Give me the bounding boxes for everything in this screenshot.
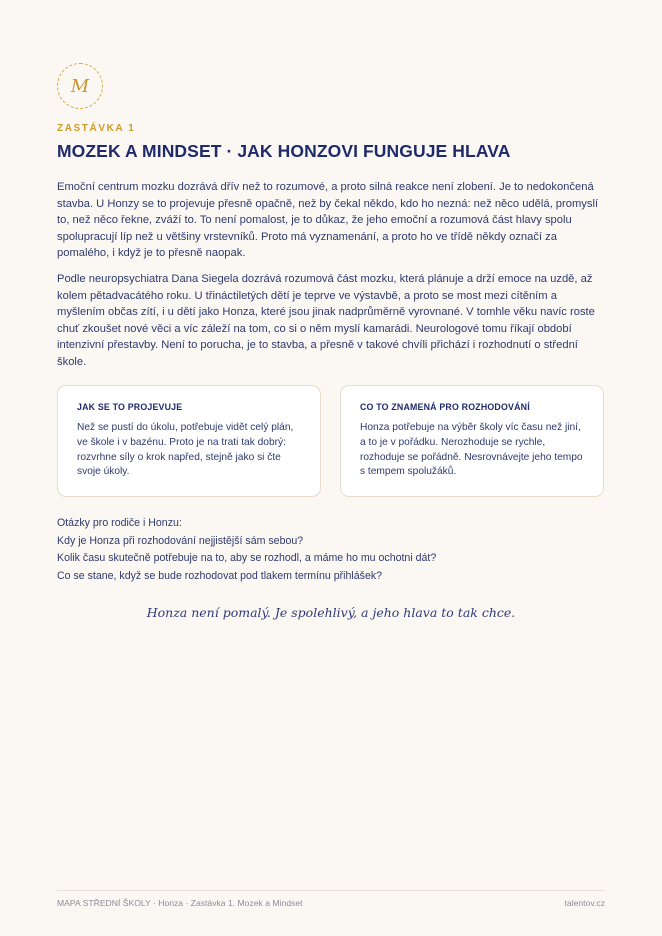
card-text: Než se pustí do úkolu, potřebuje vidět celý plán, ve škole i v bazénu. Proto je na trati tak dobrý: rozvrhne síly o krok napřed, stejně jako si čte svoje úkoly. [77,422,294,478]
card-decision-meaning [340,385,604,497]
card-text: Honza potřebuje na výběr školy víc času než jiní, a to je v pořádku. Nerozhoduje se rychle, rozhoduje se pořádně. Nesrovnávejte jeho tempo s tempem spolužáků. [360,422,583,478]
card-how-it-shows [57,385,321,497]
footer-breadcrumb: MAPA STŘEDNÍ ŠKOLY · Honza · Zastávka 1. Mozek a Mindset [57,898,303,908]
questions-intro: Otázky pro rodiče i Honzu: [57,517,182,529]
page-title: MOZEK A MINDSET · JAK HONZOVI FUNGUJE HLAVA [57,141,511,161]
card-heading: CO TO ZNAMENÁ PRO ROZHODOVÁNÍ [360,402,530,412]
footer-site-link[interactable]: talentov.cz [564,898,605,908]
stop-eyebrow: ZASTÁVKA 1 [57,123,136,134]
question-item: Co se stane, když se bude rozhodovat pod tlakem termínu přihlášek? [57,569,383,582]
siegel-paragraph: Podle neuropsychiatra Dana Siegela dozrává rozumová část mozku, která plánuje a drží emoce na uzdě, až kolem pětadvacátého roku. U třináctiletých dětí je teprve ve výstavbě, a proto se most mezi cítěním a myšlením občas zítí, i u dětí jako Honza, které jsou jinak nadprůměrně vyrovnané. V tomhle věku navíc roste chuť zkoušet nové věci a víc záleží na tom, co si o něm myslí kamarádi. Neurologové tomu říkají období intenzivní přestavby. Není to porucha, je to stavba, a přesně v takové chvíli přichází i rozhodnutí o střední škole. [57,273,595,368]
question-item: Kolik času skutečně potřebuje na to, aby se rozhodl, a máme ho mu ochotni dát? [57,552,437,564]
closing-quote: Honza není pomalý. Je spolehlivý, a jeho hlava to tak chce. [146,605,516,620]
footer-divider [57,890,605,891]
questions-block [57,515,607,585]
question-item: Kdy je Honza při rozhodování nejjistější sám sebou? [57,534,304,547]
intro-paragraph: Emoční centrum mozku dozrává dřív než to rozumové, a proto silná reakce není zlobení. Je to nedokončená stavba. U Honzy se to projevuje přesně opačně, než by čekal někdo, kdo ho nezná: než něco udělá, promyslí to, než něco řekne, zváží to. To není pomalost, je to důkaz, že jeho emoční a rozumová část hlavy spolu spolupracují líp než u většiny vrstevníků. Proto má vyznamenání, a proto ho ve třídě někdy označí za pomalého, i když je to přesně naopak. [57,181,599,259]
card-heading: JAK SE TO PROJEVUJE [77,402,183,412]
monogram-badge [57,63,103,109]
monogram-letter: M [70,75,90,97]
